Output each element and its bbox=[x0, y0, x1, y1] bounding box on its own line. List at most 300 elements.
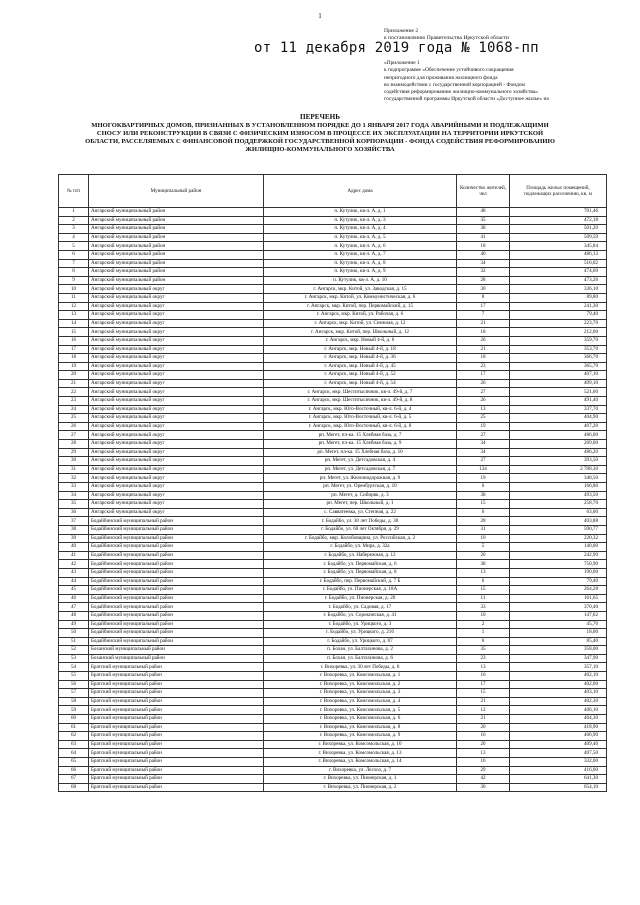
table-row bbox=[59, 311, 607, 320]
row-number: 11 bbox=[59, 293, 89, 302]
row-residents: 21 bbox=[457, 715, 510, 724]
row-address: г. Ангарск, мкр. Юго-Восточный, кв-л. 6-й, д. 4 bbox=[264, 405, 457, 414]
table-row bbox=[59, 397, 607, 406]
row-address: г. Ангарск, мкр. Новый 4-й, д. 54 bbox=[264, 379, 457, 388]
row-number: 67 bbox=[59, 775, 89, 784]
table-row bbox=[59, 620, 607, 629]
row-address: г. Вихоревка, ул. Комсомольская, д. 8 bbox=[264, 723, 457, 732]
row-address: п. Кутулик, кв-л. А, д. 1 bbox=[264, 208, 457, 217]
row-area: 590,77 bbox=[510, 525, 607, 534]
table-row bbox=[59, 293, 607, 302]
row-address: г. Вихоревка, ул. Лесхоз, д. 7 bbox=[264, 766, 457, 775]
row-address: рп. Мегет, пер. Школьный, д. 1 bbox=[264, 500, 457, 509]
row-area: 220,32 bbox=[510, 534, 607, 543]
table-row bbox=[59, 577, 607, 586]
row-area: 406,10 bbox=[510, 706, 607, 715]
row-address: рп. Мегет, ул. Детсадовская, д. 7 bbox=[264, 465, 457, 474]
row-number: 5 bbox=[59, 242, 89, 251]
table-row bbox=[59, 448, 607, 457]
row-address: п. Кутулик, кв-л. А, д. 10 bbox=[264, 276, 457, 285]
row-area: 241,30 bbox=[510, 302, 607, 311]
row-area: 472,18 bbox=[510, 216, 607, 225]
row-number: 12 bbox=[59, 302, 89, 311]
table-row bbox=[59, 405, 607, 414]
row-number: 43 bbox=[59, 568, 89, 577]
row-area: 370,40 bbox=[510, 603, 607, 612]
appendix-2-line: Приложение 2 bbox=[384, 28, 419, 34]
appendix-2-line: к постановлению Правительства Иркутской области bbox=[384, 35, 509, 42]
table-row bbox=[59, 663, 607, 672]
row-municipality: Ангарский муниципальный округ bbox=[89, 397, 264, 406]
row-area: 85,40 bbox=[510, 637, 607, 646]
row-municipality: Ангарский муниципальный округ bbox=[89, 345, 264, 354]
row-number: 54 bbox=[59, 663, 89, 672]
row-municipality: Братский муниципальный район bbox=[89, 706, 264, 715]
row-residents: 20 bbox=[457, 740, 510, 749]
row-area: 416,00 bbox=[510, 766, 607, 775]
row-municipality: Ангарский муниципальный район bbox=[89, 276, 264, 285]
row-residents: 31 bbox=[457, 525, 510, 534]
row-residents: 6 bbox=[457, 577, 510, 586]
table-row bbox=[59, 491, 607, 500]
row-residents: 18 bbox=[457, 242, 510, 251]
row-address: г. Бодайбо, ул. 30 лет Победы, д. 38 bbox=[264, 517, 457, 526]
row-municipality: Ангарский муниципальный округ bbox=[89, 388, 264, 397]
row-address: г. Ангарск, мкр. Новый 4-й, д. 45 bbox=[264, 362, 457, 371]
row-municipality: Ангарский муниципальный округ bbox=[89, 328, 264, 337]
row-area: 404,90 bbox=[510, 414, 607, 423]
row-municipality: Ангарский муниципальный район bbox=[89, 216, 264, 225]
row-number: 32 bbox=[59, 474, 89, 483]
appendix-1-line: непригодного для проживания жилищного фонда bbox=[384, 74, 498, 81]
row-area: 269,00 bbox=[510, 440, 607, 449]
row-number: 41 bbox=[59, 551, 89, 560]
row-residents: 42 bbox=[457, 775, 510, 784]
row-number: 62 bbox=[59, 732, 89, 741]
row-number: 51 bbox=[59, 637, 89, 646]
row-residents: 25 bbox=[457, 414, 510, 423]
row-address: г. Ангарск, мкр. Шеститысячник, кв-л. 49-й, д. 8 bbox=[264, 397, 457, 406]
row-residents: 27 bbox=[457, 431, 510, 440]
row-address: рп. Мегет, пл-ка. 15 Хлебная база, д. 10 bbox=[264, 448, 457, 457]
row-address: п. Кутулик, кв-л. А, д. 4 bbox=[264, 225, 457, 234]
row-area: 337,70 bbox=[510, 405, 607, 414]
row-address: г. Ангарск, мкр. Новый 4-й, д. 6 bbox=[264, 336, 457, 345]
row-number: 50 bbox=[59, 629, 89, 638]
row-address: рп. Мегет, пл-ка. 15 Хлебная база, д. 7 bbox=[264, 431, 457, 440]
table-row bbox=[59, 697, 607, 706]
title-line: МНОГОКВАРТИРНЫХ ДОМОВ, ПРИЗНАННЫХ В УСТАНОВЛЕННОМ ПОРЯДКЕ ДО 1 ЯНВАРЯ 2017 ГОДА АВАРИЙНЫМИ И ПОДЛЕЖАЩИМИ bbox=[91, 121, 549, 129]
table-row bbox=[59, 672, 607, 681]
row-area: 407,20 bbox=[510, 422, 607, 431]
row-address: рп. Мегет, ул. Железнодорожная, д. 9 bbox=[264, 474, 457, 483]
row-residents: 27 bbox=[457, 388, 510, 397]
table-row bbox=[59, 345, 607, 354]
row-address: г. Бодайбо, мкр. Колобовщина, ул. Российская, д. 2 bbox=[264, 534, 457, 543]
row-number: 28 bbox=[59, 440, 89, 449]
row-number: 39 bbox=[59, 534, 89, 543]
document-title bbox=[54, 114, 586, 154]
table-row bbox=[59, 371, 607, 380]
row-area: 407,10 bbox=[510, 371, 607, 380]
row-residents: 13 bbox=[457, 663, 510, 672]
row-address: г. Бодайбо, ул. Сорокинская, д. 41 bbox=[264, 611, 457, 620]
row-number: 45 bbox=[59, 586, 89, 595]
row-municipality: Братский муниципальный район bbox=[89, 697, 264, 706]
row-area: 407,50 bbox=[510, 749, 607, 758]
row-residents: 33 bbox=[457, 603, 510, 612]
table-row bbox=[59, 654, 607, 663]
row-municipality: Ангарский муниципальный округ bbox=[89, 354, 264, 363]
row-municipality: Ангарский муниципальный округ bbox=[89, 379, 264, 388]
row-municipality: Братский муниципальный район bbox=[89, 766, 264, 775]
row-address: г. Ангарск, мкр. Китой, ул. Коммунистическая, д. 6 bbox=[264, 293, 457, 302]
table-row bbox=[59, 465, 607, 474]
row-number: 33 bbox=[59, 483, 89, 492]
row-area: 750,90 bbox=[510, 560, 607, 569]
row-area: 358,00 bbox=[510, 646, 607, 655]
table-row bbox=[59, 525, 607, 534]
row-area: 18,00 bbox=[510, 629, 607, 638]
row-number: 60 bbox=[59, 715, 89, 724]
title-line: ОБЛАСТИ, РАССЕЛЯЕМЫХ С ФИНАНСОВОЙ ПОДДЕРЖКОЙ ГОСУДАРСТВЕННОЙ КОРПОРАЦИИ - ФОНДА СОДЕЙСТВИЯ РЕФОРМИРОВАНИЮ bbox=[85, 137, 555, 145]
row-municipality: Братский муниципальный район bbox=[89, 715, 264, 724]
header-municipality: Муниципальный район bbox=[89, 175, 264, 208]
row-address: с. Савватеевка, ул. Степная, д. 22 bbox=[264, 508, 457, 517]
row-area: 79,40 bbox=[510, 311, 607, 320]
row-address: г. Ангарск, мкр. Китой, пер. Первомайский, д. 15 bbox=[264, 302, 457, 311]
appendix-1-line: государственной программы Иркутской области «Доступное жилье» на bbox=[384, 96, 549, 103]
row-number: 1 bbox=[59, 208, 89, 217]
row-number: 3 bbox=[59, 225, 89, 234]
row-area: 2 708,30 bbox=[510, 465, 607, 474]
title-heading: ПЕРЕЧЕНЬ bbox=[300, 113, 340, 121]
row-municipality: Бодайбинский муниципальный район bbox=[89, 594, 264, 603]
row-area: 486,00 bbox=[510, 431, 607, 440]
row-residents: 134 bbox=[457, 465, 510, 474]
row-address: г. Бодайбо, ул. Мира, д. 32а bbox=[264, 543, 457, 552]
row-municipality: Ангарский муниципальный округ bbox=[89, 508, 264, 517]
row-area: 258,70 bbox=[510, 500, 607, 509]
row-number: 24 bbox=[59, 405, 89, 414]
row-municipality: Ангарский муниципальный район bbox=[89, 242, 264, 251]
row-address: г. Бодайбо, ул. Пионерская, д. 20 bbox=[264, 594, 457, 603]
row-number: 55 bbox=[59, 672, 89, 681]
table-row bbox=[59, 208, 607, 217]
row-number: 29 bbox=[59, 448, 89, 457]
row-residents: 21 bbox=[457, 697, 510, 706]
table-row bbox=[59, 543, 607, 552]
row-number: 61 bbox=[59, 723, 89, 732]
table-row bbox=[59, 568, 607, 577]
table-row bbox=[59, 749, 607, 758]
row-municipality: Братский муниципальный район bbox=[89, 758, 264, 767]
row-residents: 26 bbox=[457, 397, 510, 406]
row-area: 402,10 bbox=[510, 672, 607, 681]
row-area: 403,10 bbox=[510, 689, 607, 698]
table-row bbox=[59, 740, 607, 749]
houses-table bbox=[58, 174, 607, 792]
row-residents: 16 bbox=[457, 758, 510, 767]
row-address: г. Бодайбо, ул. Первомайская, д. 6 bbox=[264, 560, 457, 569]
row-residents: 41 bbox=[457, 233, 510, 242]
row-municipality: Ангарский муниципальный округ bbox=[89, 448, 264, 457]
row-residents: 10 bbox=[457, 534, 510, 543]
row-residents: 5 bbox=[457, 543, 510, 552]
row-number: 53 bbox=[59, 654, 89, 663]
row-residents: 20 bbox=[457, 723, 510, 732]
row-municipality: Ангарский муниципальный район bbox=[89, 225, 264, 234]
row-address: г. Ангарск, мкр. Китой, ул. Заводская, д. 15 bbox=[264, 285, 457, 294]
row-municipality: Ангарский муниципальный округ bbox=[89, 405, 264, 414]
row-residents: 29 bbox=[457, 766, 510, 775]
row-residents: 34 bbox=[457, 440, 510, 449]
row-number: 57 bbox=[59, 689, 89, 698]
row-area: 402,30 bbox=[510, 697, 607, 706]
row-number: 63 bbox=[59, 740, 89, 749]
row-residents: 20 bbox=[457, 551, 510, 560]
row-area: 366,70 bbox=[510, 354, 607, 363]
row-municipality: Бодайбинский муниципальный район bbox=[89, 525, 264, 534]
row-area: 348,50 bbox=[510, 474, 607, 483]
row-number: 34 bbox=[59, 491, 89, 500]
row-address: г. Вихоревка, ул. Комсомольская, д. 10 bbox=[264, 740, 457, 749]
decree-date-stamp: от 11 декабря 2019 года № 1068-пп bbox=[254, 40, 539, 56]
row-address: г. Вихоревка, ул. Комсомольская, д. 4 bbox=[264, 697, 457, 706]
row-area: 493,50 bbox=[510, 491, 607, 500]
row-municipality: Бодайбинский муниципальный район bbox=[89, 637, 264, 646]
row-area: 357,10 bbox=[510, 663, 607, 672]
row-municipality: Ангарский муниципальный округ bbox=[89, 440, 264, 449]
table-row bbox=[59, 603, 607, 612]
row-municipality: Ангарский муниципальный округ bbox=[89, 336, 264, 345]
row-address: г. Ангарск, мкр. Китой, пер. Школьный, д. 12 bbox=[264, 328, 457, 337]
table-row bbox=[59, 715, 607, 724]
table-row bbox=[59, 611, 607, 620]
row-municipality: Братский муниципальный район bbox=[89, 783, 264, 792]
row-residents: 26 bbox=[457, 336, 510, 345]
row-municipality: Ангарский муниципальный округ bbox=[89, 483, 264, 492]
table-row bbox=[59, 440, 607, 449]
row-number: 4 bbox=[59, 233, 89, 242]
row-address: г. Вихоревка, ул. Пионерская, д. 2 bbox=[264, 783, 457, 792]
row-residents: 27 bbox=[457, 457, 510, 466]
row-number: 15 bbox=[59, 328, 89, 337]
row-area: 223,70 bbox=[510, 319, 607, 328]
row-area: 140,00 bbox=[510, 543, 607, 552]
header-num: № п/п bbox=[59, 175, 89, 208]
row-address: г. Вихоревка, ул. Комсомольская, д. 1 bbox=[264, 672, 457, 681]
appendix-1-line: к подпрограмме «Обеспечение устойчивого сокращения bbox=[384, 67, 514, 74]
row-address: г. Вихоревка, ул. 30 лет Победы, д. 8 bbox=[264, 663, 457, 672]
row-residents: 17 bbox=[457, 302, 510, 311]
row-number: 9 bbox=[59, 276, 89, 285]
row-residents: 28 bbox=[457, 276, 510, 285]
row-residents: 1 bbox=[457, 629, 510, 638]
row-municipality: Ангарский муниципальный округ bbox=[89, 474, 264, 483]
appendix-1-line: содействия реформированию жилищно-коммунального хозяйства» bbox=[384, 89, 538, 96]
row-area: 89,80 bbox=[510, 293, 607, 302]
row-municipality: Ангарский муниципальный район bbox=[89, 233, 264, 242]
header-residents: Количество жителей, чел bbox=[457, 175, 510, 208]
row-municipality: Братский муниципальный район bbox=[89, 775, 264, 784]
row-address: г. Бодайбо, ул. Первомайская, д. 8 bbox=[264, 568, 457, 577]
table-row bbox=[59, 285, 607, 294]
row-address: п. Бохан, ул. Балтахинова, д. 6 bbox=[264, 654, 457, 663]
table-row bbox=[59, 276, 607, 285]
row-municipality: Братский муниципальный район bbox=[89, 672, 264, 681]
row-residents: 35 bbox=[457, 216, 510, 225]
table-row bbox=[59, 706, 607, 715]
row-area: 393,50 bbox=[510, 457, 607, 466]
table-row bbox=[59, 766, 607, 775]
row-area: 516,02 bbox=[510, 259, 607, 268]
row-residents: 30 bbox=[457, 285, 510, 294]
row-address: г. Ангарск, мкр. Шеститысячник, кв-л. 49-й, д. 7 bbox=[264, 388, 457, 397]
row-number: 8 bbox=[59, 268, 89, 277]
row-residents: 40 bbox=[457, 250, 510, 259]
row-residents: 16 bbox=[457, 672, 510, 681]
row-area: 161,65 bbox=[510, 594, 607, 603]
table-row bbox=[59, 723, 607, 732]
row-municipality: Бодайбинский муниципальный район bbox=[89, 543, 264, 552]
header-address: Адрес дома bbox=[264, 175, 457, 208]
table-row bbox=[59, 783, 607, 792]
row-address: рп. Мегет, ул. Оренбургская, д. 10 bbox=[264, 483, 457, 492]
row-address: г. Ангарск, мкр. Китой, ул. Рабочая, д. 6 bbox=[264, 311, 457, 320]
row-residents: 13 bbox=[457, 405, 510, 414]
table-row bbox=[59, 517, 607, 526]
row-area: 242,90 bbox=[510, 551, 607, 560]
row-address: г. Вихоревка, ул. Пионерская, д. 1 bbox=[264, 775, 457, 784]
row-number: 17 bbox=[59, 345, 89, 354]
row-area: 402,00 bbox=[510, 680, 607, 689]
row-address: г. Ангарск, мкр. Новый 4-й, д. 52 bbox=[264, 371, 457, 380]
table-row bbox=[59, 689, 607, 698]
row-area: 403,88 bbox=[510, 517, 607, 526]
table-row bbox=[59, 362, 607, 371]
row-number: 58 bbox=[59, 697, 89, 706]
table-header-row bbox=[59, 175, 607, 208]
row-residents: 11 bbox=[457, 594, 510, 603]
row-residents: 13 bbox=[457, 749, 510, 758]
row-municipality: Братский муниципальный район bbox=[89, 740, 264, 749]
row-residents: 18 bbox=[457, 354, 510, 363]
row-area: 359,70 bbox=[510, 336, 607, 345]
row-municipality: Братский муниципальный район bbox=[89, 680, 264, 689]
row-residents: 2 bbox=[457, 620, 510, 629]
row-number: 56 bbox=[59, 680, 89, 689]
row-residents: 15 bbox=[457, 689, 510, 698]
table-row bbox=[59, 474, 607, 483]
row-area: 79,40 bbox=[510, 577, 607, 586]
row-number: 21 bbox=[59, 379, 89, 388]
row-address: г. Вихоревка, ул. Комсомольская, д. 3 bbox=[264, 689, 457, 698]
row-number: 44 bbox=[59, 577, 89, 586]
row-residents: 28 bbox=[457, 517, 510, 526]
row-residents: 23 bbox=[457, 654, 510, 663]
row-address: п. Кутулик, кв-л. А, д. 5 bbox=[264, 233, 457, 242]
row-municipality: Ангарский муниципальный округ bbox=[89, 293, 264, 302]
row-number: 35 bbox=[59, 500, 89, 509]
row-address: г. Ангарск, мкр. Юго-Восточный, кв-л. 6-й, д. 8 bbox=[264, 422, 457, 431]
row-municipality: Братский муниципальный район bbox=[89, 749, 264, 758]
row-residents: 6 bbox=[457, 483, 510, 492]
row-area: 63,00 bbox=[510, 508, 607, 517]
row-address: г. Бодайбо, ул. Набережная, д. 12 bbox=[264, 551, 457, 560]
table-row bbox=[59, 250, 607, 259]
row-municipality: Ангарский муниципальный округ bbox=[89, 457, 264, 466]
row-address: г. Ангарск, мкр. Китой, ул. Снежная, д. 12 bbox=[264, 319, 457, 328]
row-residents: 38 bbox=[457, 491, 510, 500]
table-row bbox=[59, 732, 607, 741]
table-row bbox=[59, 388, 607, 397]
row-number: 48 bbox=[59, 611, 89, 620]
row-area: 347,90 bbox=[510, 654, 607, 663]
row-area: 641,30 bbox=[510, 775, 607, 784]
table-row bbox=[59, 500, 607, 509]
row-area: 701,46 bbox=[510, 208, 607, 217]
row-number: 25 bbox=[59, 414, 89, 423]
row-municipality: Бодайбинский муниципальный район bbox=[89, 629, 264, 638]
row-address: рп. Мегет, ул. Детсадовская, д. 4 bbox=[264, 457, 457, 466]
row-address: г. Бодайбо, ул. Урицкого, д. 216 bbox=[264, 629, 457, 638]
row-municipality: Бодайбинский муниципальный район bbox=[89, 560, 264, 569]
table-row bbox=[59, 259, 607, 268]
row-address: г. Ангарск, мкр. Новый 4-й, д. 18 bbox=[264, 345, 457, 354]
table-row bbox=[59, 637, 607, 646]
table-row bbox=[59, 414, 607, 423]
row-municipality: Боханский муниципальный район bbox=[89, 646, 264, 655]
row-area: 418,90 bbox=[510, 723, 607, 732]
row-municipality: Бодайбинский муниципальный район bbox=[89, 577, 264, 586]
table-row bbox=[59, 775, 607, 784]
table-row bbox=[59, 431, 607, 440]
row-number: 30 bbox=[59, 457, 89, 466]
row-municipality: Ангарский муниципальный округ bbox=[89, 465, 264, 474]
row-address: п. Кутулик, кв-л. А, д. 8 bbox=[264, 259, 457, 268]
row-address: г. Бодайбо, ул. Урицкого, д. 3 bbox=[264, 620, 457, 629]
row-area: 336,10 bbox=[510, 285, 607, 294]
row-number: 14 bbox=[59, 319, 89, 328]
row-municipality: Ангарский муниципальный округ bbox=[89, 285, 264, 294]
row-address: г. Ангарск, мкр. Новый 4-й, д. 36 bbox=[264, 354, 457, 363]
row-residents: 6 bbox=[457, 637, 510, 646]
table-row bbox=[59, 586, 607, 595]
appendix-1-line: «Приложение 1 bbox=[384, 60, 420, 66]
row-address: п. Кутулик, кв-л. А, д. 7 bbox=[264, 250, 457, 259]
row-residents: 6 bbox=[457, 508, 510, 517]
row-number: 23 bbox=[59, 397, 89, 406]
title-line: ЖИЛИЩНО-КОММУНАЛЬНОГО ХОЗЯЙСТВА bbox=[245, 145, 395, 153]
row-municipality: Ангарский муниципальный район bbox=[89, 259, 264, 268]
row-area: 45,70 bbox=[510, 620, 607, 629]
row-address: г. Бодайбо, пер. Первомайский, д. 7 Б bbox=[264, 577, 457, 586]
row-number: 59 bbox=[59, 706, 89, 715]
row-number: 16 bbox=[59, 336, 89, 345]
row-address: г. Бодайбо, ул. Урицкого, д. 87 bbox=[264, 637, 457, 646]
row-number: 49 bbox=[59, 620, 89, 629]
row-number: 36 bbox=[59, 508, 89, 517]
row-number: 20 bbox=[59, 371, 89, 380]
table-row bbox=[59, 680, 607, 689]
row-residents: 38 bbox=[457, 560, 510, 569]
row-area: 212,00 bbox=[510, 328, 607, 337]
row-area: 409,10 bbox=[510, 379, 607, 388]
row-residents: 19 bbox=[457, 422, 510, 431]
row-address: п. Кутулик, кв-л. А, д. 9 bbox=[264, 268, 457, 277]
row-municipality: Ангарский муниципальный округ bbox=[89, 362, 264, 371]
